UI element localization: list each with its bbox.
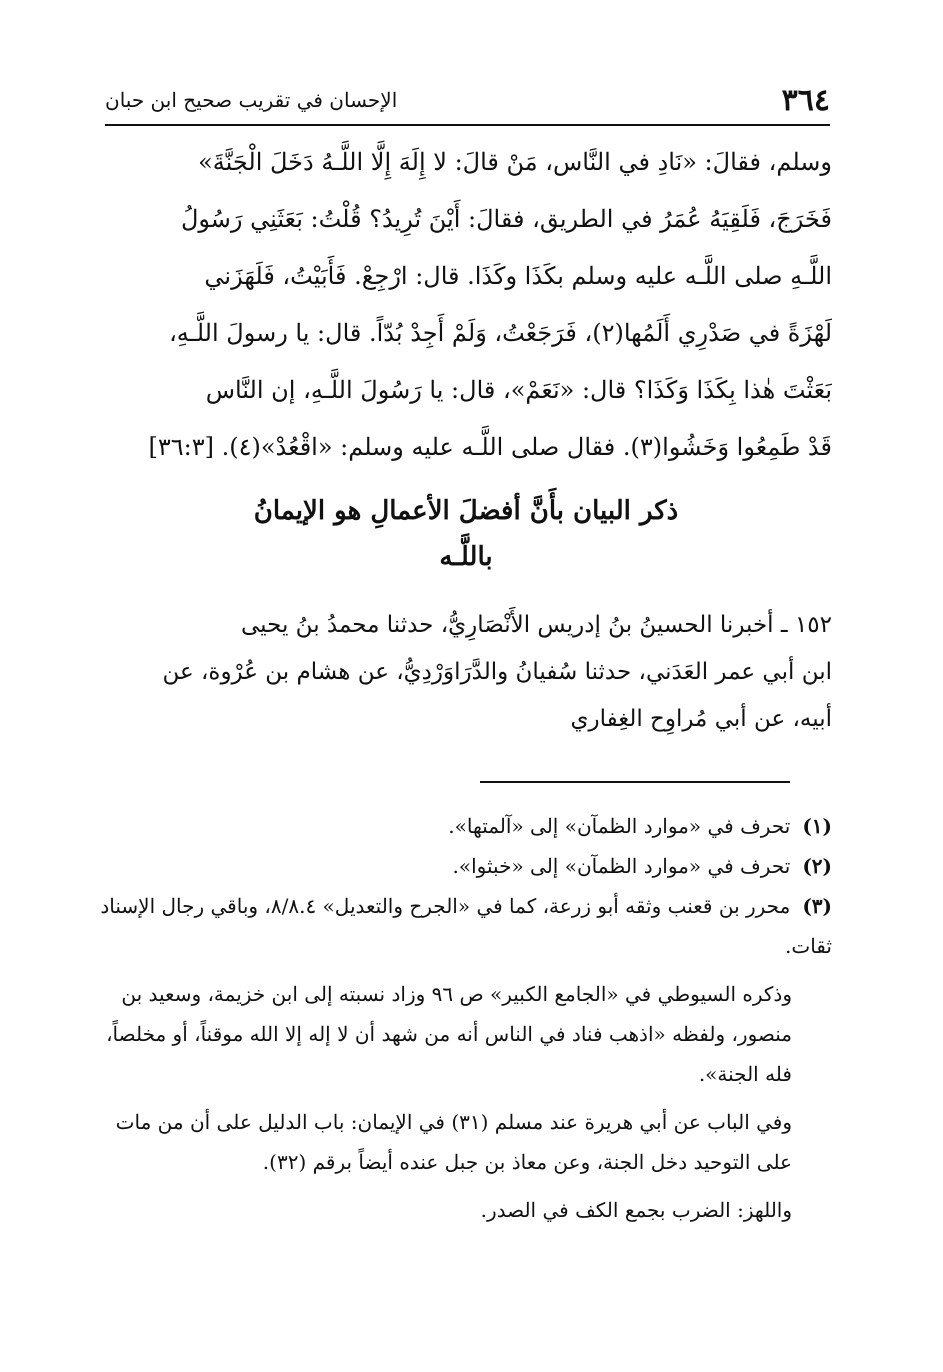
page-number: ٣٦٤ <box>781 82 830 118</box>
hadith-line: أبيه، عن أبي مُراوِح الغِفاري <box>570 706 832 732</box>
hadith-line: ابن أبي عمر العَدَني، حدثنا سُفيانُ والدَّرَاوَرْدِيُّ، عن هشام بن عُرْوة، عن <box>162 659 832 685</box>
section-heading <box>100 488 832 580</box>
text-line: اللَّـهِ صلى اللَّـه عليه وسلم بكَذَا وكَذَا. قال: ارْجِعْ. فَأَبَيْتُ، فَلَهَزَني <box>204 262 832 290</box>
footnote-text: تحرف في «موارد الظمآن» إلى «آلمتها». <box>448 814 791 838</box>
header-rule <box>105 124 830 126</box>
page-header <box>105 78 830 122</box>
text-line: قَدْ طَمِعُوا وَخَشُوا(٣). فقال صلى اللَّـه عليه وسلم: «اقْعُدْ»(٤). [٣٦:٣] <box>148 433 832 461</box>
book-title: الإحسان في تقريب صحيح ابن حبان <box>105 88 398 112</box>
footnote-paragraph: واللهز: الضرب بجمع الكف في الصدر. <box>480 1198 792 1222</box>
footnote-paragraph: وذكره السيوطي في «الجامع الكبير» ص ٩٦ وزاد نسبته إلى ابن خزيمة، وسعيد بن منصور، ولفظه «اذهب فناد في الناس أنه من شهد أن لا إله إلا الله موقناً، أو مخلصاً، فله الجنة». <box>106 982 792 1086</box>
footnote-text: تحرف في «موارد الظمآن» إلى «خبثوا». <box>452 854 791 878</box>
text-line: فَخَرَجَ، فَلَقِيَهُ عُمَرُ في الطريق، فقالَ: أَيْنَ تُرِيدُ؟ قُلْتُ: بَعَثَنِي رَسُولُ <box>180 205 832 233</box>
footnote-number: (١) <box>802 814 832 838</box>
hadith-text <box>100 602 832 743</box>
footnote-number: (٣) <box>802 894 832 918</box>
footnote <box>100 886 832 966</box>
hadith-line: ١٥٢ ـ أخبرنا الحسينُ بنُ إدريس الأَنْصَارِيُّ، حدثنا محمدُ بنُ يحيى <box>241 612 832 638</box>
footnote <box>100 846 832 886</box>
footnotes <box>100 806 832 1230</box>
main-text <box>100 134 832 476</box>
footnote-text: محرر بن قعنب وثقه أبو زرعة، كما في «الجرح والتعديل» ٨/٨.٤، وباقي رجال الإسناد ثقات. <box>100 894 832 958</box>
text-line: لَهْزَةً في صَدْرِي أَلَمُها(٢)، فَرَجَعْتُ، وَلَمْ أَجِدْ بُدّاً. قال: يا رسولَ اللَّـهِ، <box>169 319 832 347</box>
heading-line: باللَّـه <box>439 542 493 572</box>
footnote-separator <box>480 781 790 783</box>
heading-line: ذكر البيان بأَنَّ أفضلَ الأعمالِ هو الإيمانُ <box>253 496 679 526</box>
footnote <box>100 806 832 846</box>
footnote-number: (٢) <box>802 854 832 878</box>
text-line: بَعَثْتَ هٰذا بِكَذَا وَكَذَا؟ قال: «نَعَمْ»، قال: يا رَسُولَ اللَّـهِ، إن النَّاس <box>205 376 832 404</box>
text-line: وسلم، فقالَ: «نَادِ في النَّاس، مَنْ قالَ: لا إِلَهَ إِلَّا اللَّـهُ دَخَلَ الْجَنَّةَ» <box>198 148 832 176</box>
footnote-paragraph: وفي الباب عن أبي هريرة عند مسلم (٣١) في الإيمان: باب الدليل على أن من مات على التوحيد دخل الجنة، وعن معاذ بن جبل عنده أيضاً برقم (٣٢). <box>115 1110 792 1174</box>
